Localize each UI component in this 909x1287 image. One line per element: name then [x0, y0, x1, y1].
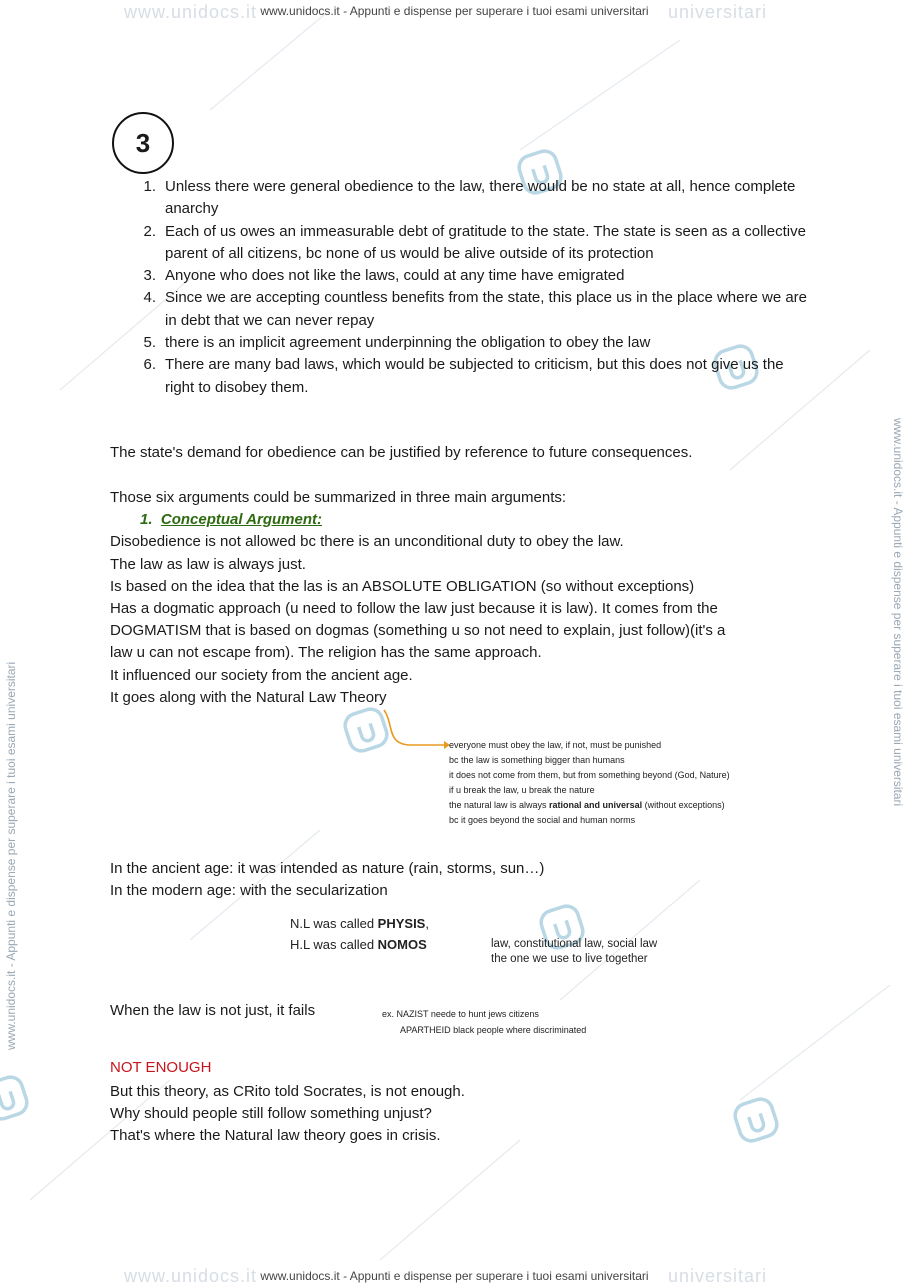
physis-label	[290, 916, 429, 931]
list-item	[136, 332, 816, 354]
conceptual-line: law u can not escape from). The religion has the same approach.	[110, 644, 542, 661]
ancient-age-line: In the ancient age: it was intended as nature (rain, storms, sun…)	[110, 860, 545, 877]
annotation-arrow	[380, 708, 460, 758]
list-item	[136, 176, 816, 221]
not-enough-line: But this theory, as CRito told Socrates, is not enough.	[110, 1083, 465, 1100]
header-watermark-ghost-left: www.unidocs.it	[124, 2, 258, 22]
example-line: ex. NAZIST neede to hunt jews citizens	[382, 1009, 539, 1019]
annotation-line: it does not come from them, but from something beyond (God, Nature)	[449, 770, 730, 780]
physis-term: PHYSIS	[377, 916, 426, 931]
not-enough-heading: NOT ENOUGH	[110, 1059, 212, 1076]
list-item-number: 5.	[143, 334, 156, 352]
list-item	[136, 221, 816, 266]
footer-watermark-ghost-right: universitari	[668, 1266, 768, 1286]
annotation-line	[449, 798, 779, 813]
annotation-line: bc the law is something bigger than humans	[449, 755, 625, 765]
nomos-note-line: the one we use to live together	[491, 953, 648, 965]
modern-age-line: In the modern age: with the secularization	[110, 882, 388, 899]
nomos-prefix: H.L was called	[290, 937, 378, 952]
arguments-list	[136, 176, 816, 399]
list-item-text: Each of us owes an immeasurable debt of gratitude to the state. The state is seen as a collective parent of all citizens, bc none of us would be alive outside of its protection	[165, 222, 806, 262]
list-item	[136, 265, 816, 287]
nomos-term: NOMOS	[377, 937, 427, 952]
conceptual-line: The law as law is always just.	[110, 556, 306, 573]
conceptual-line: It goes along with the Natural Law Theory	[110, 689, 387, 706]
header-watermark: www.unidocs.it - Appunti e dispense per superare i tuoi esami universitari	[260, 4, 649, 18]
conceptual-line: DOGMATISM that is based on dogmas (something u so not need to explain, just follow)(it's a	[110, 622, 726, 639]
heading-label: Conceptual Argument:	[160, 511, 322, 528]
list-item-text: Anyone who does not like the laws, could at any time have emigrated	[165, 267, 625, 285]
conceptual-line: Has a dogmatic approach (u need to follow the law just because it is law). It comes from the	[110, 600, 718, 617]
watermark-logo-icon	[0, 1074, 30, 1122]
example-line: APARTHEID black people where discriminated	[400, 1025, 587, 1035]
side-watermark-left: www.unidocs.it - Appunti e dispense per superare i tuoi esami universitari	[4, 661, 18, 1050]
nomos-note	[491, 937, 657, 967]
not-enough-line: Why should people still follow something unjust?	[110, 1105, 432, 1122]
conceptual-line: It influenced our society from the ancient age.	[110, 667, 413, 684]
list-item-number: 4.	[143, 289, 156, 307]
conceptual-argument-heading	[140, 509, 322, 531]
summary-paragraph: Those six arguments could be summarized in three main arguments:	[110, 489, 567, 506]
law-fails-example	[382, 1006, 586, 1038]
annotation-line: if u break the law, u break the nature	[449, 785, 595, 795]
conceptual-line: Disobedience is not allowed bc there is an unconditional duty to obey the law.	[110, 533, 624, 550]
physis-prefix: N.L was called	[290, 916, 378, 931]
annotation-text: (without exceptions)	[642, 800, 725, 810]
physis-suffix: ,	[425, 916, 429, 931]
nomos-note-line: law, constitutional law, social law	[491, 938, 658, 950]
natural-law-annotation	[449, 738, 779, 828]
list-item-number: 6.	[143, 356, 156, 374]
list-item-text: There are many bad laws, which would be subjected to criticism, but this does not give us the right to disobey them.	[165, 356, 784, 396]
annotation-line: everyone must obey the law, if not, must be punished	[449, 740, 662, 750]
not-enough-line: That's where the Natural law theory goes in crisis.	[110, 1127, 441, 1144]
annotation-bold-text: rational and universal	[549, 800, 643, 810]
nomos-label	[290, 937, 427, 952]
list-item-text: Since we are accepting countless benefits from the state, this place us in the place where we are in debt that we can never repay	[165, 289, 808, 329]
list-item	[136, 287, 816, 332]
law-fails-line: When the law is not just, it fails	[110, 1002, 316, 1019]
list-item-number: 3.	[143, 267, 156, 285]
footer-watermark-ghost-left: www.unidocs.it	[124, 1266, 258, 1286]
list-item	[136, 354, 816, 399]
conceptual-line: Is based on the idea that the las is an ABSOLUTE OBLIGATION (so without exceptions)	[110, 578, 695, 595]
side-watermark-right: www.unidocs.it - Appunti e dispense per superare i tuoi esami universitari	[891, 418, 905, 807]
heading-number: 1.	[140, 511, 153, 528]
annotation-line: bc it goes beyond the social and human norms	[449, 815, 636, 825]
list-item-text: there is an implicit agreement underpinning the obligation to obey the law	[165, 334, 651, 352]
consequences-paragraph: The state's demand for obedience can be justified by reference to future consequences.	[110, 444, 693, 461]
page-number-badge: 3	[112, 112, 174, 174]
list-item-text: Unless there were general obedience to the law, there would be no state at all, hence complete anarchy	[165, 178, 796, 218]
header-watermark-ghost-right: universitari	[668, 2, 768, 22]
list-item-number: 2.	[143, 222, 156, 240]
footer-watermark: www.unidocs.it - Appunti e dispense per superare i tuoi esami universitari	[260, 1269, 649, 1283]
annotation-text: the natural law is always	[449, 800, 550, 810]
list-item-number: 1.	[143, 178, 156, 195]
